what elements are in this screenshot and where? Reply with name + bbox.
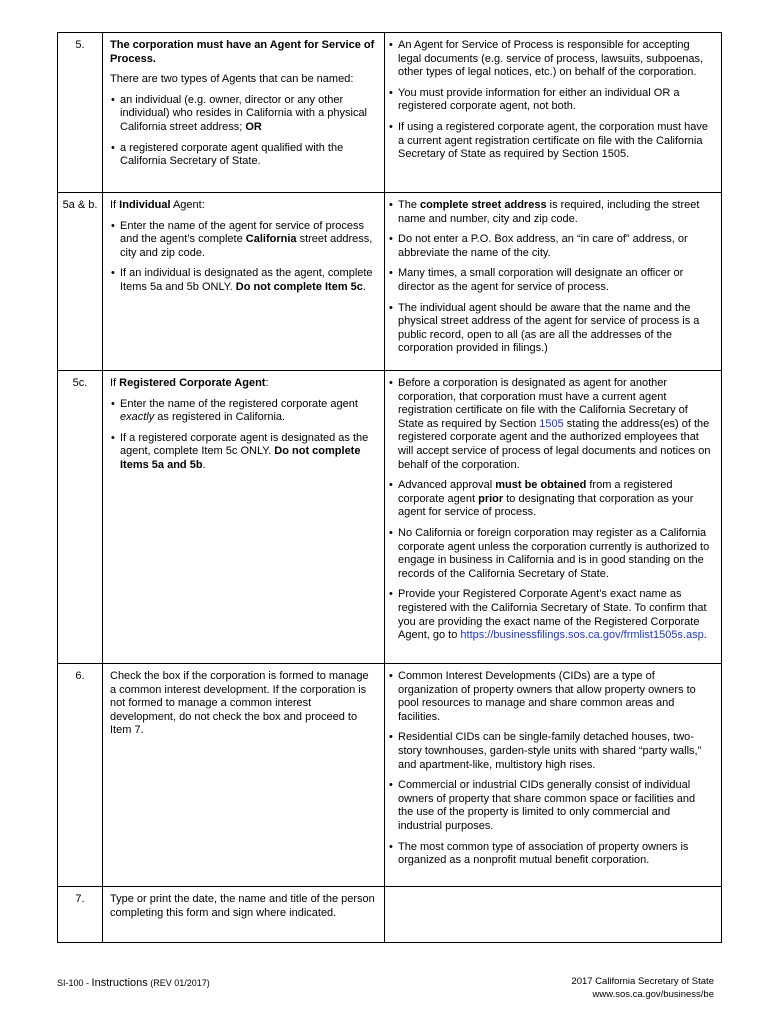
item-text: Type or print the date, the name and title of the person completing this form and sign where indicated.	[110, 893, 375, 919]
item-number: 5c.	[58, 371, 103, 664]
copyright-text: 2017 California Secretary of State	[571, 976, 714, 987]
instructions-table	[57, 32, 722, 943]
list-item: • Before a corporation is designated as agent for another corporation, that corporation must have a current agent registration certificate on file with the California Secretary of State as required by Section 1505 stating the address(es) of the registered corporate agent and the authorized employees that will accept service of process of legal documents and notices on behalf of the corporation.	[388, 377, 713, 472]
website-url: www.sos.ca.gov/business/be	[592, 989, 714, 1000]
item-notes	[385, 371, 722, 664]
list-item: • No California or foreign corporation may register as a California corporate agent unless the corporation currently is authorized to engage in business in California and is in good standing on the records of the California Secretary of State.	[388, 527, 713, 581]
item-instructions	[103, 887, 385, 943]
bullet-list	[388, 199, 713, 356]
bullet-list	[110, 94, 376, 169]
item-notes	[385, 33, 722, 193]
list-item: • a registered corporate agent qualified with the California Secretary of State.	[110, 142, 376, 169]
section-1505-link[interactable]: 1505	[539, 417, 564, 430]
list-item: • Enter the name of the agent for service of process and the agent’s complete California street address, city and zip code.	[110, 220, 376, 261]
bullet-list	[388, 377, 713, 643]
item-text: Check the box if the corporation is formed to manage a common interest development. If the corporation is not formed to manage a common interest development, do not check the box and proceed to Item 7.	[110, 670, 369, 737]
form-id-footer: SI-100 - Instructions (REV 01/2017)	[57, 977, 210, 989]
list-item: • If using a registered corporate agent, the corporation must have a current agent registration certificate on file with the California Secretary of State as required by Section 1505.	[388, 121, 713, 162]
list-item: • If an individual is designated as the agent, complete Items 5a and 5b ONLY. Do not complete Item 5c.	[110, 267, 376, 294]
table-row	[58, 371, 722, 664]
item-instructions	[103, 193, 385, 371]
list-item: • Residential CIDs can be single-family detached houses, two-story townhouses, garden-style units with shared “party walls,” and apartment-like, multistory high rises.	[388, 731, 713, 772]
item-number: 5.	[58, 33, 103, 193]
bullet-list	[110, 220, 376, 295]
list-item: • An Agent for Service of Process is responsible for accepting legal documents (e.g. service of process, lawsuits, subpoenas, other types of legal notices, etc.) on behalf of the corporation.	[388, 39, 713, 80]
list-item: • Provide your Registered Corporate Agent’s exact name as registered with the California Secretary of State. To confirm that you are providing the exact name of the Registered Corporate Agent, go to https://businessfilings.sos.ca.gov/frmlist1505s.asp.	[388, 588, 713, 642]
item-heading: If Registered Corporate Agent:	[110, 377, 269, 389]
publisher-footer	[571, 975, 714, 1001]
list-item: • You must provide information for either an individual OR a registered corporate agent, not both.	[388, 87, 713, 114]
table-row	[58, 664, 722, 887]
list-item: • The individual agent should be aware that the name and the physical street address of the agent for service of process is a public record, open to all (as are all the addresses of the corporation provided in filings.)	[388, 302, 713, 356]
table-row	[58, 193, 722, 371]
item-number: 7.	[58, 887, 103, 943]
item-intro: There are two types of Agents that can be named:	[110, 73, 354, 86]
bullet-list	[388, 39, 713, 162]
item-instructions	[103, 33, 385, 193]
item-notes	[385, 664, 722, 887]
list-item: • Common Interest Developments (CIDs) are a type of organization of property owners that allow property owners to pool resources to manage and share common areas and facilities.	[388, 670, 713, 724]
bullet-list	[110, 398, 376, 473]
list-item: • an individual (e.g. owner, director or any other individual) who resides in California with a physical California street address; OR	[110, 94, 376, 135]
item-notes	[385, 193, 722, 371]
list-item: • Commercial or industrial CIDs generally consist of individual owners of property that share common space or facilities and the use of the property is limited to only commercial and industrial purposes.	[388, 779, 713, 833]
list-item: • The complete street address is required, including the street name and number, city and zip code.	[388, 199, 713, 226]
item-notes	[385, 887, 722, 943]
list-item: • The most common type of association of property owners is organized as a nonprofit mutual benefit corporation.	[388, 841, 713, 868]
list-item: • Advanced approval must be obtained from a registered corporate agent prior to designating that corporation as your agent for service of process.	[388, 479, 713, 520]
item-number: 6.	[58, 664, 103, 887]
list-item: • Do not enter a P.O. Box address, an “in care of” address, or abbreviate the name of the city.	[388, 233, 713, 260]
table-row	[58, 33, 722, 193]
table-row	[58, 887, 722, 943]
item-heading: The corporation must have an Agent for Service of Process.	[110, 39, 375, 65]
bullet-list	[388, 670, 713, 868]
list-item: • If a registered corporate agent is designated as the agent, complete Item 5c ONLY. Do not complete Items 5a and 5b.	[110, 432, 376, 473]
item-number: 5a & b.	[58, 193, 103, 371]
item-instructions	[103, 371, 385, 664]
list-item: • Enter the name of the registered corporate agent exactly as registered in California.	[110, 398, 376, 425]
item-heading: If Individual Agent:	[110, 199, 205, 211]
business-filings-link[interactable]: https://businessfilings.sos.ca.gov/frmlist1505s.asp	[460, 629, 704, 642]
list-item: • Many times, a small corporation will designate an officer or director as the agent for service of process.	[388, 267, 713, 294]
item-instructions	[103, 664, 385, 887]
